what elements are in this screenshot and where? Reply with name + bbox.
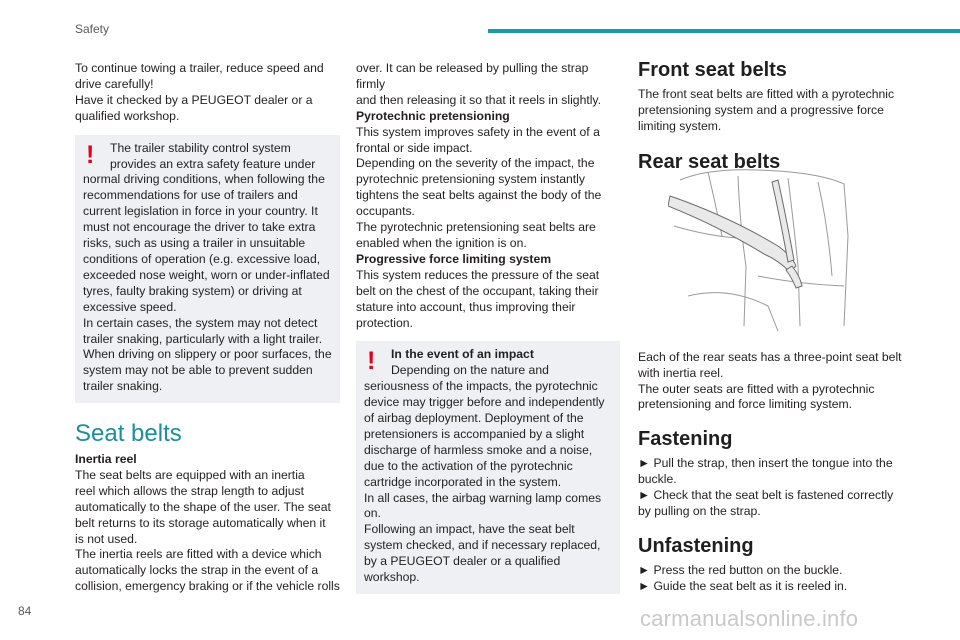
- text-line: stature into account, thus improving their: [356, 299, 576, 314]
- text-line: discharge of harmless smoke and a noise,: [364, 442, 593, 457]
- text-line: To continue towing a trailer, reduce speed and: [75, 61, 324, 75]
- text-line: trailer snaking.: [83, 379, 163, 394]
- text-line: pretensioning and force limiting system.: [638, 397, 853, 412]
- text-line: drive carefully!: [75, 76, 154, 91]
- heading-unfastening: Unfastening: [638, 534, 754, 557]
- text-line: pyrotechnic pretensioning system instantly: [356, 172, 585, 187]
- column-1: [75, 61, 340, 595]
- section-title: Safety: [75, 22, 110, 36]
- heading-seat-belts: Seat belts: [75, 420, 182, 448]
- text-line: seriousness of the impacts, the pyrotechnic: [364, 379, 598, 394]
- warning-icon: !: [86, 140, 95, 169]
- text-line: occupants.: [356, 204, 415, 219]
- text-line: Have it checked by a PEUGEOT dealer or a: [75, 92, 313, 107]
- intro-text: [75, 61, 340, 125]
- heading-fastening: Fastening: [638, 428, 733, 451]
- text-line: conditions of operation (e.g. excessive load,: [83, 251, 321, 266]
- text-line: When driving on slippery or poor surfaces, the: [83, 347, 332, 362]
- text-line: recommendations for use of trailers and: [83, 188, 298, 203]
- text-line: system checked, and if necessary replaced,: [364, 538, 601, 553]
- subheading-inertia-reel: Inertia reel: [75, 452, 137, 467]
- rear-seat-belt-illustration: [668, 166, 850, 334]
- text-line: trailer snaking, particularly with a light trailer.: [83, 331, 323, 346]
- text-line: workshop.: [364, 570, 420, 585]
- step-line: by pulling on the strap.: [638, 504, 761, 519]
- header-accent-bar: [488, 29, 960, 33]
- text-line: limiting system.: [638, 118, 722, 133]
- text-line: current legislation in force in your country. It: [83, 204, 318, 219]
- text-line: automatically to the shape of the user. The seat: [75, 499, 331, 514]
- text-line: tyres, faulty braking system) or driving at: [83, 283, 302, 298]
- text-line: by a PEUGEOT dealer or a qualified: [364, 554, 561, 569]
- text-line: enabled when the ignition is on.: [356, 235, 527, 250]
- text-line: of airbag deployment. Deployment of the: [364, 411, 584, 426]
- text-line: provides an extra safety feature under: [110, 156, 316, 171]
- text-line: exceeded nose weight, worn or under-inflated: [83, 267, 330, 282]
- text-line: pretensioners is accompanied by a slight: [364, 426, 585, 441]
- subheading-force-limiting: Progressive force limiting system: [356, 251, 552, 266]
- text-line: The trailer stability control system: [110, 140, 291, 155]
- text-line: must not encourage the driver to take extra: [83, 220, 316, 235]
- step-line: ► Check that the seat belt is fastened correctly: [638, 488, 894, 503]
- text-line: In all cases, the airbag warning lamp comes: [364, 490, 602, 505]
- heading-rear-seat-belts: Rear seat belts: [638, 150, 781, 173]
- step-line: ► Press the red button on the buckle.: [638, 562, 843, 577]
- text-line: In certain cases, the system may not detect: [83, 315, 318, 330]
- page-number: 84: [18, 604, 32, 618]
- warning-box-impact: [356, 341, 620, 594]
- warning-title: In the event of an impact: [391, 347, 534, 362]
- text-line: risks, such as using a trailer in unsuitable: [83, 236, 306, 251]
- text-line: qualified workshop.: [75, 108, 180, 123]
- step-line: ► Pull the strap, then insert the tongue into the: [638, 456, 893, 471]
- text-line: is not used.: [75, 531, 138, 546]
- seat-belt-strap: [668, 196, 796, 272]
- heading-front-seat-belts: Front seat belts: [638, 59, 787, 81]
- text-line: excessive speed.: [83, 299, 177, 314]
- text-line: frontal or side impact.: [356, 140, 473, 155]
- text-line: over. It can be released by pulling the strap firmly: [356, 61, 589, 91]
- text-line: Each of the rear seats has a three-point seat belt: [638, 349, 902, 364]
- text-line: system may not be able to prevent sudden: [83, 363, 313, 378]
- text-line: belt on the chest of the occupant, taking their: [356, 283, 599, 298]
- text-line: Following an impact, have the seat belt: [364, 522, 575, 537]
- text-line: belt returns to its storage automatically when it: [75, 515, 326, 530]
- text-line: cartridge incorporated in the system.: [364, 474, 562, 489]
- text-line: This system reduces the pressure of the seat: [356, 267, 600, 282]
- text-line: collision, emergency braking or if the vehicle rolls: [75, 579, 340, 594]
- text-line: The front seat belts are fitted with a pyrotechnic: [638, 87, 895, 101]
- text-line: and then releasing it so that it reels in slightly.: [356, 92, 602, 107]
- text-line: with inertia reel.: [638, 365, 724, 380]
- text-line: reel which allows the strap length to adjust: [75, 483, 304, 498]
- text-line: on.: [364, 506, 381, 521]
- text-line: protection.: [356, 315, 413, 330]
- text-line: Depending on the nature and: [391, 363, 549, 378]
- text-line: The seat belts are equipped with an inertia: [75, 467, 305, 482]
- seat-outline: [818, 182, 832, 276]
- seat-outline: [688, 293, 778, 331]
- text-line: This system improves safety in the event of a: [356, 124, 600, 139]
- column-2: [356, 61, 620, 594]
- warning-icon: !: [367, 347, 376, 376]
- rear-seat-drawing: [668, 166, 850, 334]
- seat-outline: [738, 176, 746, 326]
- watermark: carmanualsonline.info: [640, 606, 859, 631]
- text-line: automatically locks the strap in the event of a: [75, 563, 319, 578]
- seat-belt-buckle: [786, 266, 802, 288]
- text-line: device may trigger before and independently: [364, 395, 605, 410]
- text-line: The pyrotechnic pretensioning seat belts are: [356, 220, 596, 235]
- step-line: ► Guide the seat belt as it is reeled in.: [638, 578, 848, 593]
- text-line: The outer seats are fitted with a pyrotechnic: [638, 381, 875, 396]
- step-line: buckle.: [638, 472, 677, 487]
- warning-box: [75, 135, 340, 404]
- text-line: due to the activation of the pyrotechnic: [364, 458, 573, 473]
- text-line: normal driving conditions, when following the: [83, 172, 325, 187]
- text-line: pretensioning system and a progressive force: [638, 102, 884, 117]
- text-line: tightens the seat belts against the body of the: [356, 188, 602, 203]
- text-line: The inertia reels are fitted with a device which: [75, 547, 322, 562]
- text-line: Depending on the severity of the impact, the: [356, 156, 595, 171]
- subheading-pyrotechnic: Pyrotechnic pretensioning: [356, 108, 510, 123]
